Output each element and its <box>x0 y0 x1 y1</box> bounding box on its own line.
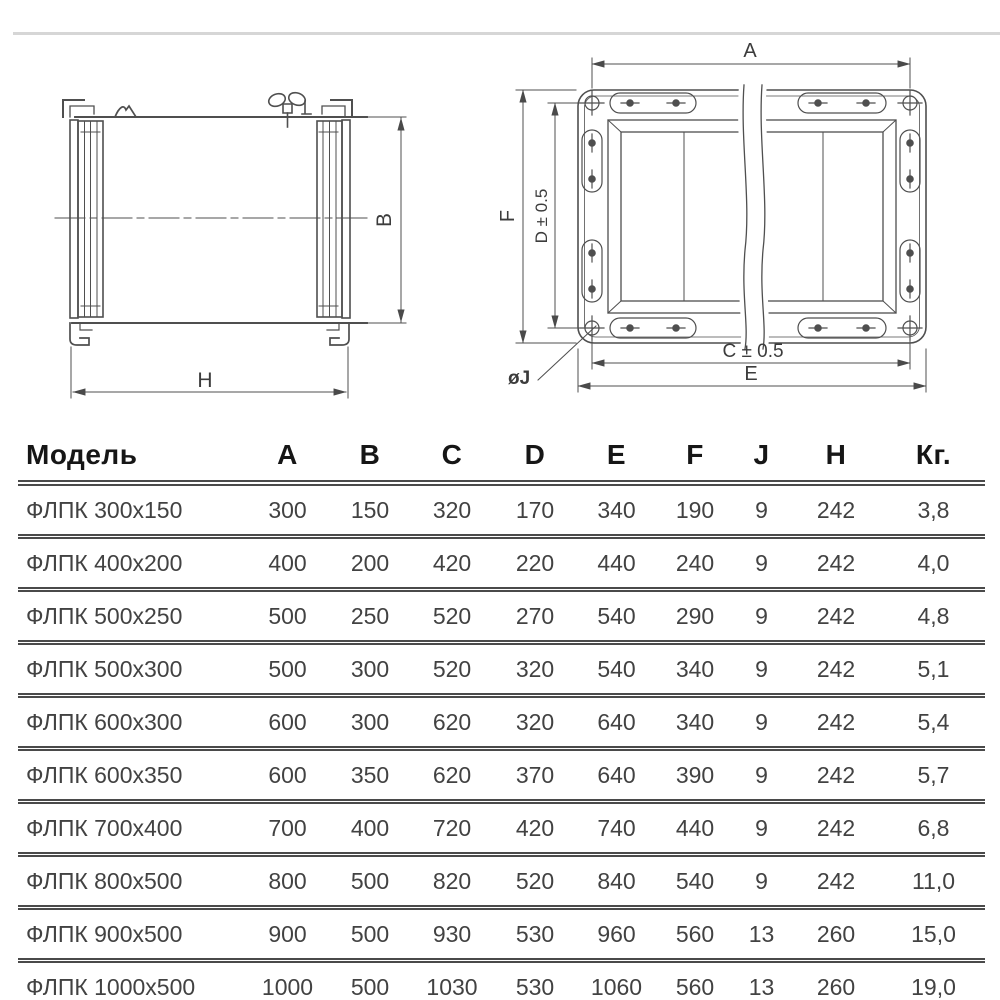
table-cell: 390 <box>675 761 715 788</box>
table-cell: 320 <box>432 496 472 523</box>
table-row <box>18 643 985 696</box>
column-header: A <box>277 439 298 470</box>
dimension-a <box>592 40 910 88</box>
table-cell: 9 <box>755 496 768 523</box>
slots-left <box>582 130 602 302</box>
table-cell: 242 <box>816 761 856 788</box>
dim-label-e: E <box>744 363 758 385</box>
table-cell: 9 <box>755 602 768 629</box>
table-cell: 300 <box>350 708 390 735</box>
table-cell: 800 <box>268 867 307 894</box>
technical-drawings <box>0 0 1000 425</box>
hole-diameter-callout <box>508 326 596 389</box>
table-cell: 242 <box>816 867 856 894</box>
table-cell: 242 <box>816 602 856 629</box>
table-cell: 340 <box>675 708 715 735</box>
table-cell: 320 <box>515 655 555 682</box>
table-cell: 500 <box>350 867 390 894</box>
column-header: Кг. <box>915 439 952 470</box>
dimension-d <box>532 103 580 328</box>
table-cell: ФЛПК 400x200 <box>26 549 183 576</box>
table-cell: 840 <box>597 867 636 894</box>
table-cell: 520 <box>432 602 472 629</box>
bottom-channel-left <box>70 323 92 345</box>
column-header: H <box>825 439 847 470</box>
table-cell: 1060 <box>590 973 643 1000</box>
dimension-h <box>71 347 348 398</box>
table-cell: 1000 <box>261 973 314 1000</box>
table-cell: ФЛПК 600x350 <box>26 761 183 788</box>
table-cell: 320 <box>515 708 555 735</box>
dimension-b <box>373 118 401 322</box>
table-cell: 340 <box>597 496 636 523</box>
wing-nut-icon <box>267 90 311 127</box>
table-cell: 600 <box>268 708 307 735</box>
flange-profile-left <box>70 120 103 318</box>
table-cell: 530 <box>515 973 555 1000</box>
table-cell: 3,8 <box>917 496 950 523</box>
table-row <box>18 590 985 643</box>
table-cell: ФЛПК 500x250 <box>26 602 183 629</box>
table-cell: 242 <box>816 814 856 841</box>
table-cell: ФЛПК 900x500 <box>26 920 183 947</box>
table-cell: 540 <box>597 602 636 629</box>
table-cell: 720 <box>432 814 472 841</box>
table-cell: 500 <box>268 602 307 629</box>
table-cell: 820 <box>432 867 472 894</box>
table-cell: ФЛПК 700x400 <box>26 814 183 841</box>
table-row <box>18 696 985 749</box>
table-cell: 242 <box>816 655 856 682</box>
front-view-drawing <box>497 40 926 392</box>
dim-label-h: H <box>197 369 213 392</box>
spec-table <box>18 430 985 1000</box>
table-cell: 220 <box>515 549 555 576</box>
table-cell: ФЛПК 300x150 <box>26 496 183 523</box>
clip-icon <box>115 106 136 117</box>
table-cell: ФЛПК 500x300 <box>26 655 183 682</box>
dim-label-f: F <box>497 209 519 223</box>
column-header: Модель <box>26 439 138 470</box>
side-view-drawing <box>55 90 406 398</box>
table-cell: 11,0 <box>911 867 956 894</box>
table-row <box>18 855 985 908</box>
table-cell: 1030 <box>426 973 478 1000</box>
table-cell: 240 <box>675 549 715 576</box>
table-cell: ФЛПК 1000x500 <box>26 973 196 1000</box>
table-row <box>18 961 985 1000</box>
table-cell: 600 <box>268 761 307 788</box>
table-row <box>18 483 985 537</box>
table-cell: 930 <box>432 920 472 947</box>
table-cell: 200 <box>350 549 390 576</box>
table-cell: 640 <box>597 708 636 735</box>
corner-cleat-top-left <box>63 100 94 117</box>
flange-profile-right <box>317 120 350 318</box>
table-cell: 5,4 <box>917 708 950 735</box>
table-cell: 620 <box>432 761 472 788</box>
table-cell: 500 <box>350 920 390 947</box>
table-cell: 5,1 <box>917 655 950 682</box>
table-cell: 242 <box>816 549 856 576</box>
table-cell: 340 <box>675 655 715 682</box>
table-row <box>18 802 985 855</box>
table-cell: 530 <box>515 920 555 947</box>
table-row <box>18 908 985 961</box>
table-cell: 170 <box>515 496 555 523</box>
table-cell: 190 <box>675 496 715 523</box>
table-cell: 700 <box>268 814 307 841</box>
table-cell: 400 <box>268 549 307 576</box>
table-cell: 19,0 <box>911 973 956 1000</box>
table-cell: 420 <box>432 549 472 576</box>
table-cell: 290 <box>675 602 715 629</box>
table-cell: 4,8 <box>917 602 950 629</box>
table-cell: 300 <box>268 496 307 523</box>
table-body <box>18 483 985 1000</box>
dim-label-j: øJ <box>508 368 531 389</box>
column-header: F <box>686 439 704 470</box>
column-header: D <box>524 439 546 470</box>
table-cell: 540 <box>675 867 715 894</box>
table-cell: 6,8 <box>917 814 950 841</box>
table-cell: 440 <box>675 814 715 841</box>
table-cell: 350 <box>350 761 390 788</box>
dim-label-c: C ± 0.5 <box>722 341 784 362</box>
table-cell: 400 <box>350 814 390 841</box>
table-row <box>18 537 985 590</box>
table-cell: 9 <box>755 761 768 788</box>
table-cell: 620 <box>432 708 472 735</box>
table-cell: 900 <box>268 920 307 947</box>
table-cell: 370 <box>515 761 555 788</box>
break-lines <box>738 85 769 349</box>
table-cell: 4,0 <box>917 549 950 576</box>
bottom-channel-right <box>327 323 349 345</box>
table-cell: 150 <box>350 496 390 523</box>
column-header: E <box>606 439 627 470</box>
table-cell: 13 <box>748 973 775 1000</box>
table-cell: 560 <box>675 973 715 1000</box>
table-header <box>18 430 985 483</box>
table-cell: 520 <box>515 867 555 894</box>
table-cell: 9 <box>755 549 768 576</box>
table-cell: 9 <box>755 655 768 682</box>
column-header: B <box>359 439 381 470</box>
dim-label-b: B <box>373 212 396 228</box>
corner-cleat-top-right <box>322 100 352 117</box>
table-cell: 242 <box>816 496 856 523</box>
table-cell: 500 <box>350 973 390 1000</box>
table-cell: 420 <box>515 814 555 841</box>
table-cell: 520 <box>432 655 472 682</box>
slots-right <box>900 130 920 302</box>
table-cell: 242 <box>816 708 856 735</box>
table-cell: 260 <box>816 920 856 947</box>
table-cell: 740 <box>597 814 636 841</box>
table-cell: ФЛПК 600x300 <box>26 708 183 735</box>
table-cell: 9 <box>755 814 768 841</box>
table-cell: 15,0 <box>911 920 956 947</box>
table-cell: 560 <box>675 920 715 947</box>
table-cell: 440 <box>597 549 636 576</box>
table-cell: 960 <box>597 920 636 947</box>
column-header: C <box>441 439 463 470</box>
table-cell: ФЛПК 800x500 <box>26 867 183 894</box>
table-header-row <box>18 430 985 483</box>
table-cell: 13 <box>748 920 775 947</box>
table-cell: 5,7 <box>917 761 950 788</box>
table-cell: 260 <box>816 973 856 1000</box>
table-row <box>18 749 985 802</box>
table-cell: 9 <box>755 867 768 894</box>
table-cell: 300 <box>350 655 390 682</box>
table-cell: 540 <box>597 655 636 682</box>
column-header: J <box>753 439 770 470</box>
table-cell: 250 <box>350 602 390 629</box>
dim-label-a: A <box>743 40 757 62</box>
table-cell: 270 <box>515 602 555 629</box>
table-cell: 9 <box>755 708 768 735</box>
table-cell: 640 <box>597 761 636 788</box>
table-cell: 500 <box>268 655 307 682</box>
dim-label-d: D ± 0.5 <box>532 188 551 244</box>
